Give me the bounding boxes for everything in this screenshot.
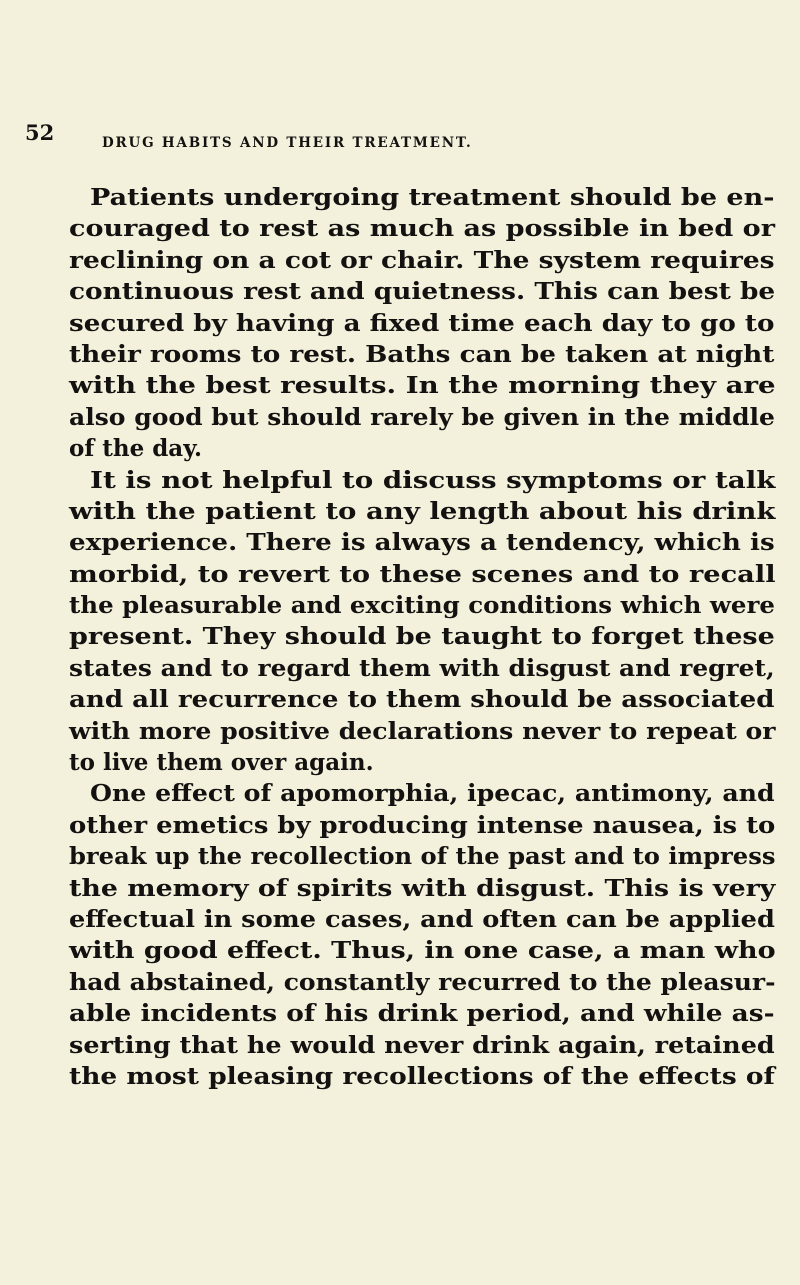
text-line: the pleasurable and exciting conditions which were — [69, 592, 775, 620]
text-line: It is not helpful to discuss symptoms or talk — [90, 466, 776, 494]
text-line: couraged to rest as much as possible in bed or — [69, 215, 775, 243]
text-line: the memory of spirits with disgust. This is very — [69, 874, 776, 902]
body-text — [69, 182, 789, 1092]
text-line: to live them over again. — [69, 749, 374, 777]
page-number: 52 — [25, 120, 55, 145]
text-line: serting that he would never drink again, retained — [69, 1031, 775, 1059]
text-line: secured by having a fixed time each day to go to — [69, 309, 775, 337]
text-line: morbid, to revert to these scenes and to recall — [69, 560, 776, 588]
text-line: with the patient to any length about his drink — [69, 497, 776, 525]
text-line: had abstained, constantly recurred to the pleasur- — [69, 968, 776, 996]
text-line: present. They should be taught to forget these — [69, 623, 775, 651]
text-line: continuous rest and quietness. This can best be — [69, 278, 776, 306]
text-line: One effect of apomorphia, ipecac, antimony, and — [90, 780, 775, 808]
running-header: DRUG HABITS AND THEIR TREATMENT. — [102, 135, 473, 151]
text-line: and all recurrence to them should be associated — [69, 686, 775, 714]
text-line: other emetics by producing intense nausea, is to — [69, 811, 776, 839]
text-line: break up the recollection of the past and to impress — [69, 843, 776, 871]
text-line: with more positive declarations never to repeat or — [69, 717, 776, 745]
text-line: reclining on a cot or chair. The system requires — [69, 246, 775, 274]
text-line: states and to regard them with disgust and regret, — [69, 654, 775, 682]
text-line: with the best results. In the morning they are — [69, 372, 776, 400]
text-line: also good but should rarely be given in the middle — [69, 403, 775, 431]
text-line: able incidents of his drink period, and while as- — [69, 1000, 775, 1028]
text-line: their rooms to rest. Baths can be taken at night — [69, 340, 775, 368]
text-line: of the day. — [69, 435, 202, 463]
text-line: experience. There is always a tendency, which is — [69, 529, 775, 557]
text-line: Patients undergoing treatment should be en- — [90, 184, 775, 211]
text-line: with good effect. Thus, in one case, a man who — [69, 937, 776, 965]
text-line: effectual in some cases, and often can be applied — [69, 905, 775, 933]
text-line: the most pleasing recollections of the effects of — [69, 1062, 775, 1090]
